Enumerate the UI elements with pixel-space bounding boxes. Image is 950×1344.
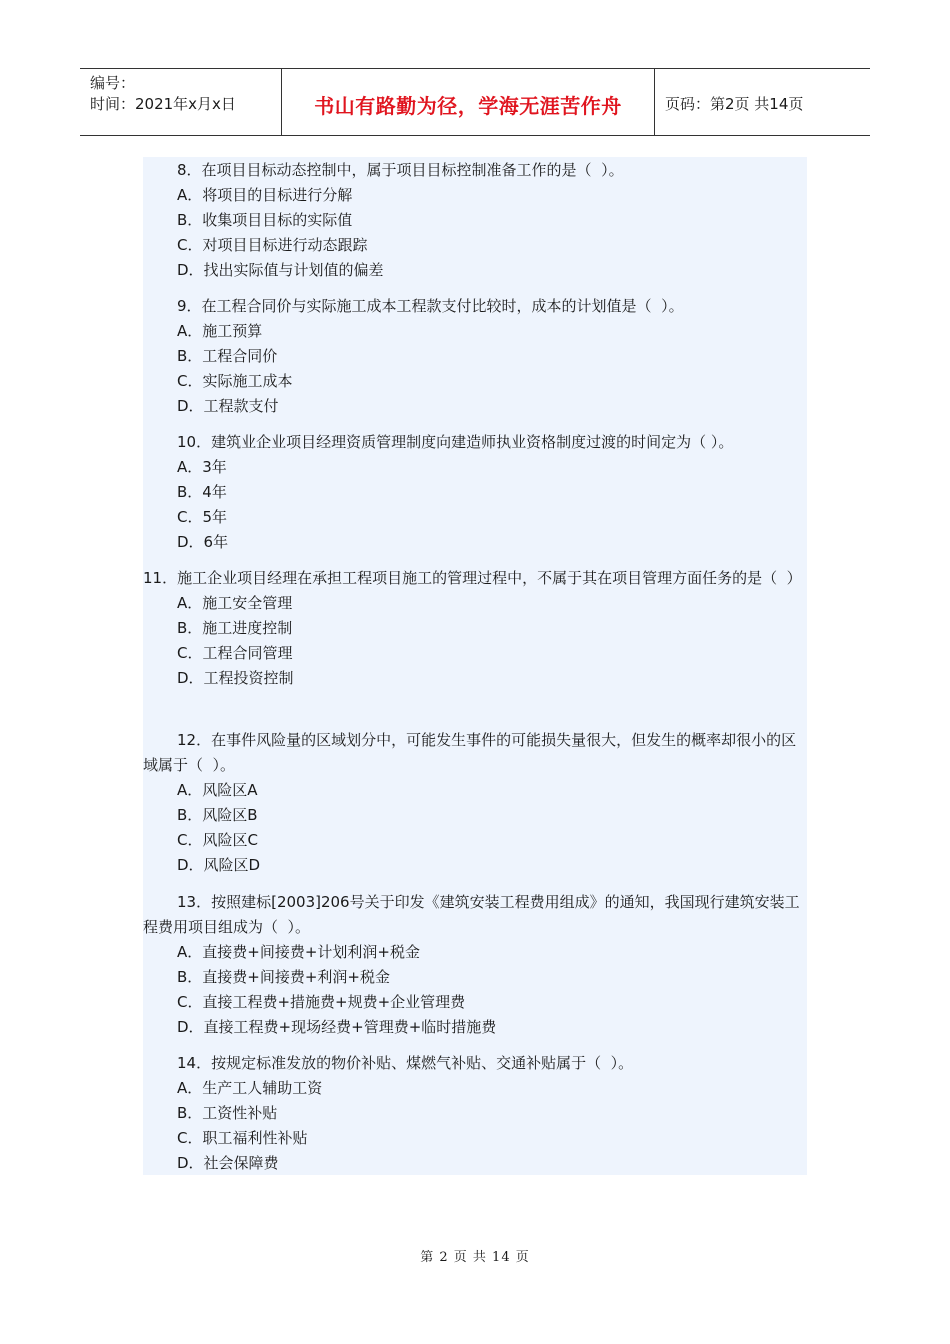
option-b: B．工资性补贴 bbox=[177, 1104, 278, 1122]
header-meta bbox=[80, 69, 281, 135]
option-d: D．社会保障费 bbox=[177, 1154, 279, 1172]
option-c: C．实际施工成本 bbox=[177, 372, 293, 390]
option-d: D．找出实际值与计划值的偏差 bbox=[177, 261, 384, 279]
option-d: D．风险区D bbox=[177, 856, 261, 874]
option-a: A．直接费+间接费+计划利润+税金 bbox=[177, 943, 420, 961]
question-stem: 9．在工程合同价与实际施工成本工程款支付比较时，成本的计划值是（ ）。 bbox=[177, 297, 684, 315]
option-c: C．工程合同管理 bbox=[177, 644, 293, 662]
option-d: D．工程款支付 bbox=[177, 397, 279, 415]
time-label: 时间：2021年x月x日 bbox=[90, 95, 236, 113]
question-11 bbox=[143, 566, 807, 691]
question-area bbox=[143, 157, 807, 1175]
motto: 书山有路勤为径，学海无涯苦作舟 bbox=[314, 93, 622, 118]
question-stem: 11．施工企业项目经理在承担工程项目施工的管理过程中，不属于其在项目管理方面任务的是（ ） bbox=[143, 569, 802, 587]
option-b: B．4年 bbox=[177, 483, 227, 501]
option-a: A．施工预算 bbox=[177, 322, 263, 340]
question-stem: 10．建筑业企业项目经理资质管理制度向建造师执业资格制度过渡的时间定为（ ）。 bbox=[177, 433, 734, 451]
option-a: A．将项目的目标进行分解 bbox=[177, 186, 353, 204]
option-b: B．直接费+间接费+利润+税金 bbox=[177, 968, 390, 986]
option-d: D．工程投资控制 bbox=[177, 669, 294, 687]
question-stem: 8．在项目目标动态控制中，属于项目目标控制准备工作的是（ ）。 bbox=[177, 161, 624, 179]
option-a: A．生产工人辅助工资 bbox=[177, 1079, 323, 1097]
option-c: C．5年 bbox=[177, 508, 228, 526]
option-c: C．职工福利性补贴 bbox=[177, 1129, 308, 1147]
question-12 bbox=[143, 728, 807, 878]
option-a: A．3年 bbox=[177, 458, 227, 476]
page-code: 页码：第2页 共14页 bbox=[665, 94, 804, 113]
option-d: D．直接工程费+现场经费+管理费+临时措施费 bbox=[177, 1018, 497, 1036]
question-14 bbox=[143, 1051, 807, 1176]
option-b: B．工程合同价 bbox=[177, 347, 278, 365]
option-b: B．风险区B bbox=[177, 806, 258, 824]
option-c: C．对项目目标进行动态跟踪 bbox=[177, 236, 368, 254]
page-header bbox=[80, 68, 870, 136]
question-stem: 13．按照建标[2003]206号关于印发《建筑安装工程费用组成》的通知，我国现行建筑安装工程费用项目组成为（ ）。 bbox=[143, 893, 800, 936]
number-label: 编号： bbox=[90, 74, 136, 92]
option-d: D．6年 bbox=[177, 533, 229, 551]
option-b: B．收集项目目标的实际值 bbox=[177, 211, 353, 229]
question-13 bbox=[143, 890, 807, 1040]
option-c: C．直接工程费+措施费+规费+企业管理费 bbox=[177, 993, 466, 1011]
option-c: C．风险区C bbox=[177, 831, 258, 849]
header-motto-cell bbox=[281, 69, 655, 135]
option-b: B．施工进度控制 bbox=[177, 619, 293, 637]
question-stem: 14．按规定标准发放的物价补贴、煤燃气补贴、交通补贴属于（ ）。 bbox=[177, 1054, 634, 1072]
page-footer: 第 2 页 共 14 页 bbox=[420, 1250, 530, 1265]
question-9 bbox=[143, 294, 807, 419]
option-a: A．风险区A bbox=[177, 781, 258, 799]
option-a: A．施工安全管理 bbox=[177, 594, 293, 612]
question-10 bbox=[143, 430, 807, 555]
header-page-cell bbox=[655, 69, 870, 135]
question-stem: 12．在事件风险量的区域划分中，可能发生事件的可能损失量很大，但发生的概率却很小的区域属于（ ）。 bbox=[143, 731, 797, 774]
question-8 bbox=[143, 158, 807, 283]
